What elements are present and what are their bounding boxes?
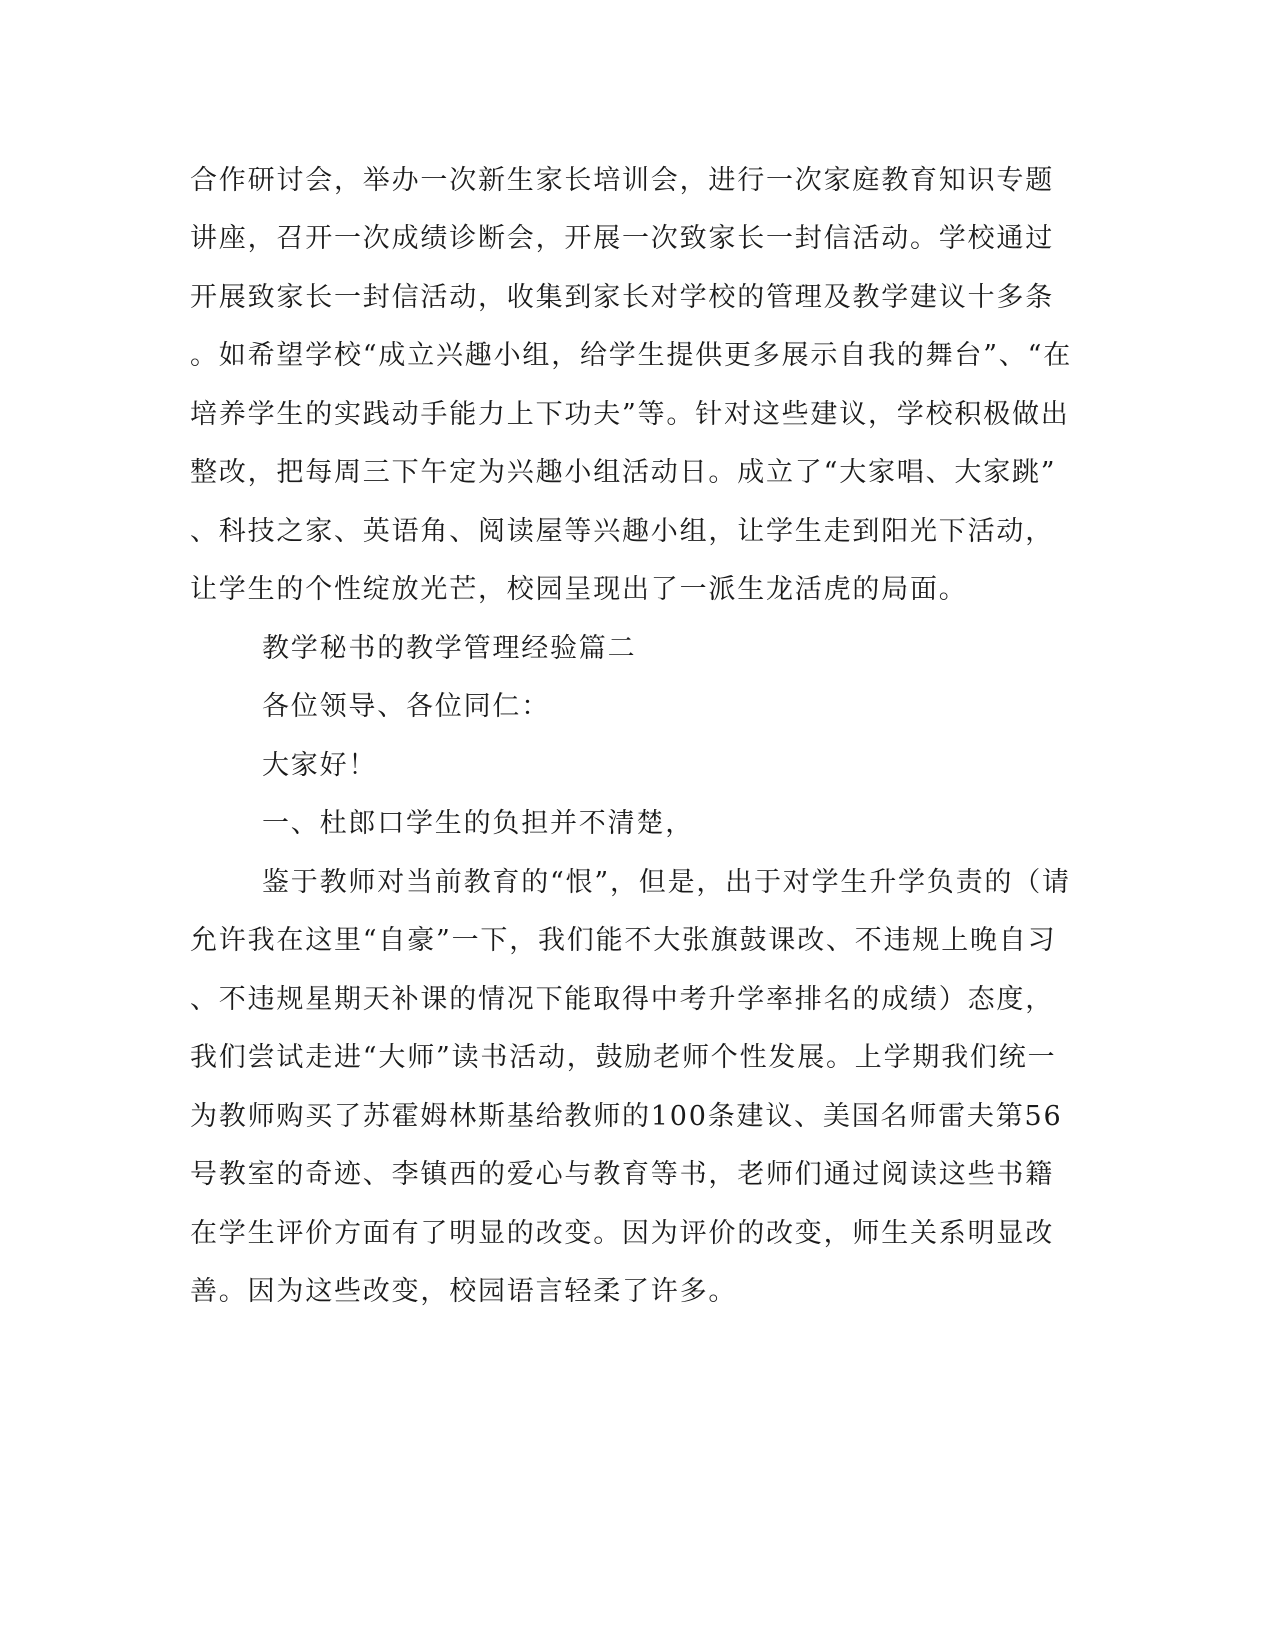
body-text-line: 合作研讨会，举办一次新生家长培训会，进行一次家庭教育知识专题: [190, 165, 1054, 196]
body-text-line: 培养学生的实践动手能力上下功夫”等。针对这些建议，学校积极做出: [190, 399, 1070, 430]
body-text-line: 、不违规星期天补课的情况下能取得中考升学率排名的成绩）态度，: [190, 984, 1054, 1015]
body-text-line: 整改，把每周三下午定为兴趣小组活动日。成立了“大家唱、大家跳”: [190, 457, 1057, 488]
body-text-line: 鉴于教师对当前教育的“恨”，但是，出于对学生升学负责的（请: [262, 867, 1071, 898]
body-text-line: 、科技之家、英语角、阅读屋等兴趣小组，让学生走到阳光下活动，: [190, 516, 1054, 547]
body-text-line: 允许我在这里“自豪”一下，我们能不大张旗鼓课改、不违规上晚自习: [190, 925, 1057, 956]
body-text-line: 善。因为这些改变，校园语言轻柔了许多。: [190, 1276, 738, 1307]
body-text-line: 为教师购买了苏霍姆林斯基给教师的100条建议、美国名师雷夫第56: [190, 1101, 1063, 1132]
section-heading: 教学秘书的教学管理经验篇二: [262, 633, 637, 664]
body-text-line: 讲座，召开一次成绩诊断会，开展一次致家长一封信活动。学校通过: [190, 223, 1054, 254]
body-text-line: 开展致家长一封信活动，收集到家长对学校的管理及教学建议十多条: [190, 282, 1054, 313]
body-text-line: 让学生的个性绽放光芒，校园呈现出了一派生龙活虎的局面。: [190, 574, 968, 605]
body-text-line: 我们尝试走进“大师”读书活动，鼓励老师个性发展。上学期我们统一: [190, 1042, 1057, 1073]
salutation: 各位领导、各位同仁：: [262, 691, 550, 722]
body-text-line: 号教室的奇迹、李镇西的爱心与教育等书，老师们通过阅读这些书籍: [190, 1159, 1054, 1190]
body-text-line: 在学生评价方面有了明显的改变。因为评价的改变，师生关系明显改: [190, 1218, 1054, 1249]
numbered-point: 一、杜郎口学生的负担并不清楚，: [262, 808, 694, 839]
greeting: 大家好！: [262, 750, 378, 781]
body-text-line: 。如希望学校“成立兴趣小组，给学生提供更多展示自我的舞台”、“在: [190, 340, 1073, 371]
